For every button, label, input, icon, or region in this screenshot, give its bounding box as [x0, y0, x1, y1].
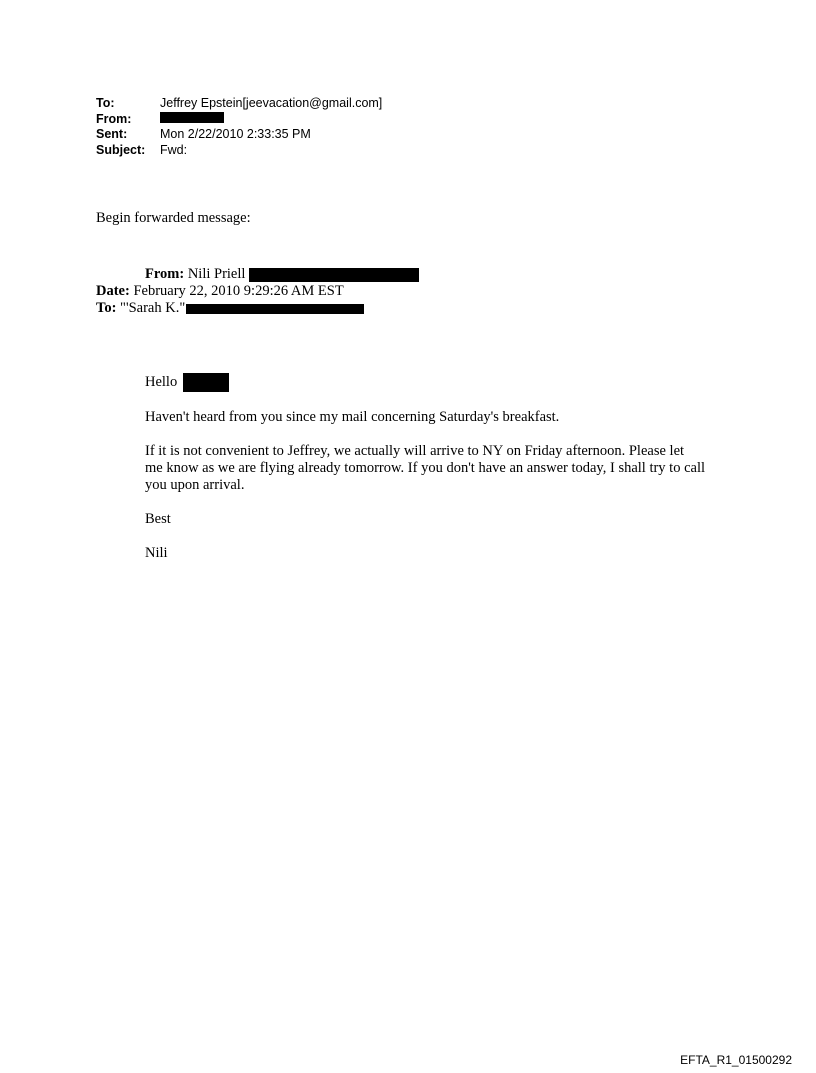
- sent-value: Mon 2/22/2010 2:33:35 PM: [160, 127, 311, 141]
- sent-label: Sent:: [96, 127, 128, 141]
- subject-value: Fwd:: [160, 142, 188, 157]
- forwarded-from-value: Nili Priell: [187, 266, 246, 282]
- email-header: [96, 96, 382, 158]
- forwarded-to-value: "'Sarah K.": [120, 300, 186, 316]
- forwarded-header: [96, 266, 419, 317]
- message-body: [145, 373, 705, 562]
- subject-label: Subject:: [96, 142, 146, 157]
- to-value: Jeffrey Epstein[jeevacation@gmail.com]: [160, 96, 383, 110]
- header-to-row: [96, 96, 382, 112]
- forwarded-from-label: From:: [145, 266, 185, 282]
- forwarded-date-label: Date:: [96, 283, 130, 299]
- header-subject-row: [96, 143, 382, 159]
- greeting-line: [145, 373, 705, 392]
- header-sent-row: [96, 127, 382, 143]
- forwarded-date-value: February 22, 2010 9:29:26 AM EST: [133, 283, 344, 299]
- document-id: EFTA_R1_01500292: [680, 1053, 792, 1067]
- header-from-row: [96, 112, 382, 128]
- forward-intro: Begin forwarded message:: [96, 210, 251, 226]
- forwarded-date-row: [96, 283, 419, 300]
- signature: Nili: [145, 545, 168, 561]
- redaction-bar: [160, 112, 224, 123]
- redaction-bar: [186, 304, 364, 314]
- to-label: To:: [96, 96, 115, 110]
- closing: Best: [145, 511, 171, 527]
- from-label: From:: [96, 111, 132, 126]
- forwarded-to-row: [96, 300, 419, 317]
- forwarded-to-label: To:: [96, 300, 117, 316]
- paragraph-2: If it is not convenient to Jeffrey, we actually will arrive to NY on Friday afternoon. Please let me know as we are flying already tomorrow. If you don't have an answer today, I shall try to call you upon arrival.: [145, 443, 706, 493]
- redaction-bar: [249, 268, 419, 282]
- forwarded-from-row: [96, 266, 419, 283]
- redaction-bar: [183, 373, 229, 392]
- paragraph-1: Haven't heard from you since my mail concerning Saturday's breakfast.: [145, 409, 560, 425]
- greeting: Hello: [145, 373, 178, 390]
